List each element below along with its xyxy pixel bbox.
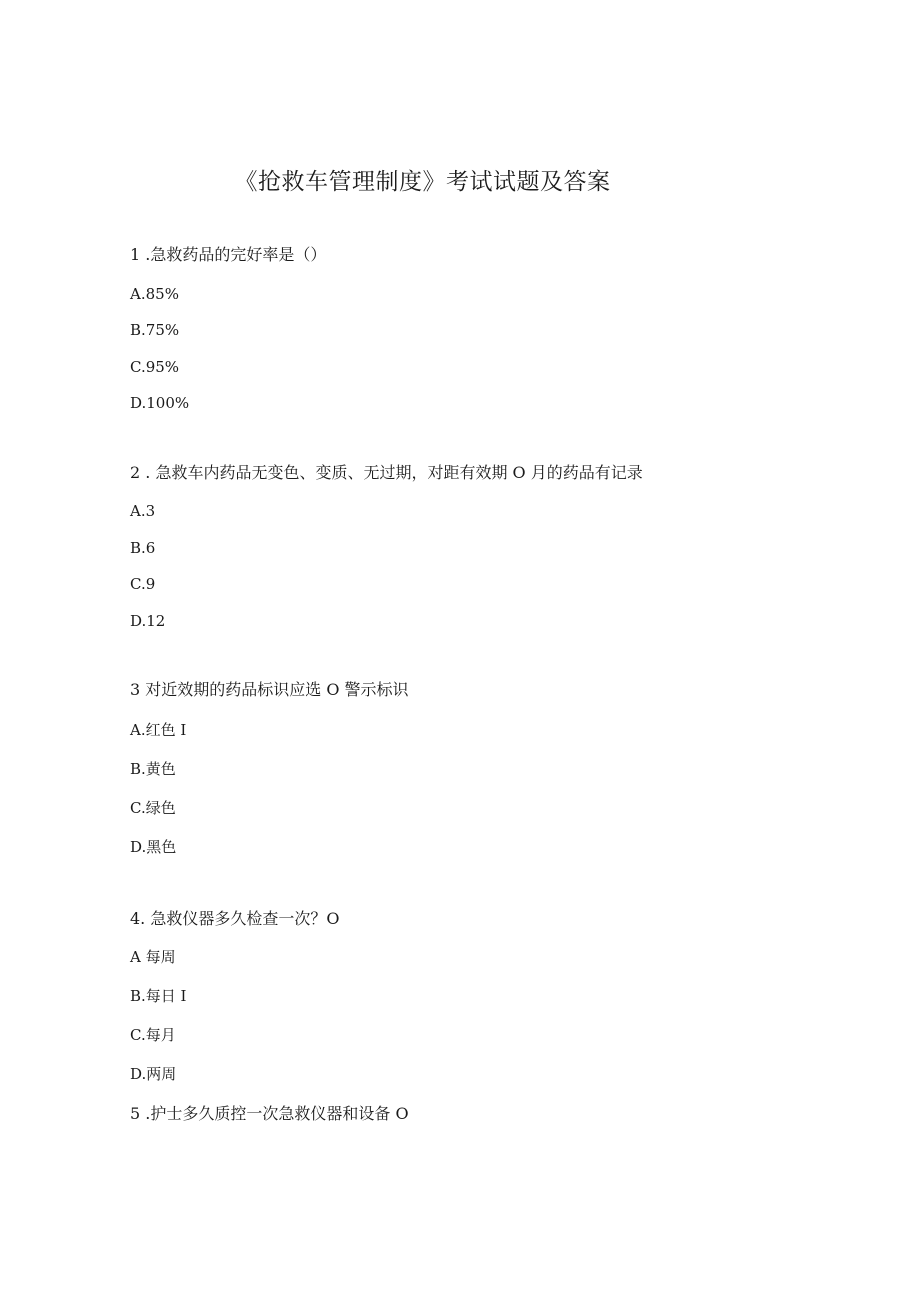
question-2-option-a: A.3 [130, 502, 156, 520]
question-5: 5 .护士多久质控一次急救仪器和设备 O [130, 1104, 409, 1123]
question-4: 4. 急救仪器多久检查一次？O [130, 909, 340, 928]
question-2-option-d: D.12 [130, 612, 166, 630]
question-1-option-c: C.95% [130, 358, 180, 376]
question-2-option-b: B.6 [130, 539, 156, 557]
question-3-option-d: D.黑色 [130, 838, 177, 856]
question-1: 1 .急救药品的完好率是（） [130, 245, 327, 264]
page-title: 《抢救车管理制度》考试试题及答案 [234, 169, 611, 195]
question-4-option-d: D.两周 [130, 1065, 177, 1083]
question-3: 3 对近效期的药品标识应选 O 警示标识 [130, 680, 409, 699]
question-2: 2 . 急救车内药品无变色、变质、无过期，对距有效期 O 月的药品有记录 [130, 463, 643, 482]
question-1-option-d: D.100% [130, 394, 190, 412]
question-1-option-a: A.85% [130, 285, 179, 303]
question-2-option-c: C.9 [130, 575, 156, 593]
question-4-option-a: A 每周 [130, 948, 176, 966]
question-3-option-a: A.红色 I [130, 721, 187, 739]
question-1-option-b: B.75% [130, 321, 180, 339]
question-3-option-b: B.黄色 [130, 760, 176, 778]
question-3-option-c: C.绿色 [130, 799, 176, 817]
question-4-option-c: C.每月 [130, 1026, 176, 1044]
question-4-option-b: B.每日 I [130, 987, 187, 1005]
